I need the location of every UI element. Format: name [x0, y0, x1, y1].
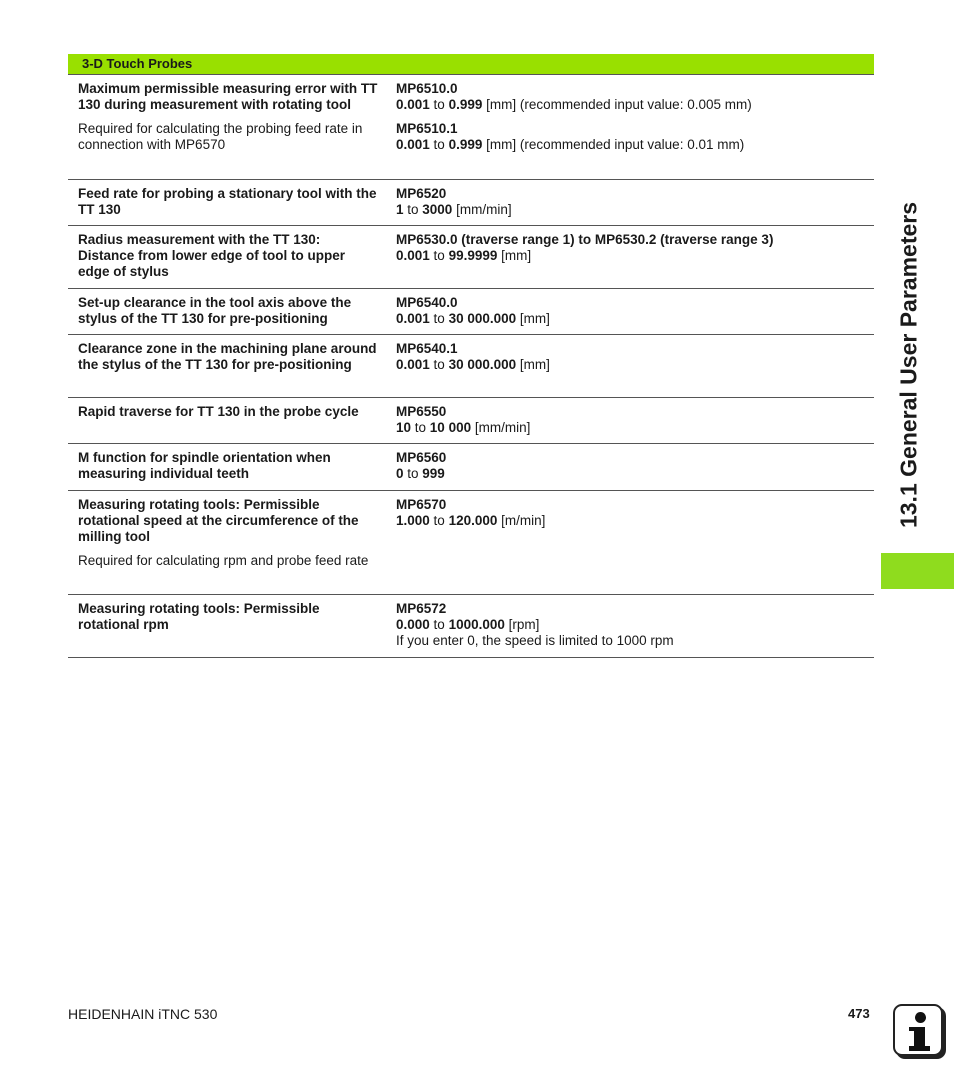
param-values: [396, 450, 866, 482]
mp-number: MP6510.1: [396, 121, 458, 136]
mp-number: MP6530.0 (traverse range 1) to MP6530.2 (traverse range 3): [396, 232, 774, 247]
mp-number: MP6570: [396, 497, 447, 512]
footer-manual-name: HEIDENHAIN iTNC 530: [68, 1006, 218, 1022]
value-range: 1.000 to 120.000 [m/min]: [396, 513, 546, 528]
param-row: [68, 335, 874, 398]
mp-number: MP6572: [396, 601, 447, 616]
value-range: 0.001 to 99.9999 [mm]: [396, 248, 532, 263]
param-row: [68, 595, 874, 658]
param-description: [78, 232, 378, 280]
param-description: [78, 601, 378, 633]
param-values: [396, 186, 866, 218]
page-number: 473: [848, 1006, 870, 1021]
param-values: [396, 601, 866, 649]
param-title: Maximum permissible measuring error with TT 130 during measurement with rotating tool: [78, 81, 378, 112]
info-icon: [893, 1004, 943, 1056]
param-row: [68, 75, 874, 180]
param-values: [396, 341, 866, 373]
param-values: [396, 497, 866, 529]
mp-number: MP6550: [396, 404, 447, 419]
param-description: [78, 341, 378, 373]
mp-number: MP6520: [396, 186, 447, 201]
mp-number: MP6510.0: [396, 81, 458, 96]
value-range: 0.001 to 30 000.000 [mm]: [396, 357, 550, 372]
param-values: [396, 295, 866, 327]
value-range: 1 to 3000 [mm/min]: [396, 202, 512, 217]
param-description: [78, 404, 378, 420]
param-description: [78, 450, 378, 482]
param-title: M function for spindle orientation when measuring individual teeth: [78, 450, 331, 481]
param-values: [396, 232, 866, 264]
param-values: [396, 81, 866, 153]
param-title: Clearance zone in the machining plane around the stylus of the TT 130 for pre-positioning: [78, 341, 377, 372]
mp-number: MP6560: [396, 450, 447, 465]
param-description: [78, 295, 378, 327]
chapter-tab-marker: [881, 553, 954, 589]
param-description: [78, 497, 378, 569]
value-range: 0.000 to 1000.000 [rpm]: [396, 617, 540, 632]
param-description: [78, 186, 378, 218]
param-row: [68, 444, 874, 491]
param-row: [68, 398, 874, 444]
param-row: [68, 180, 874, 226]
param-note: Required for calculating the probing feed rate in connection with MP6570: [78, 121, 363, 152]
value-range: 0.001 to 0.999 [mm] (recommended input value: 0.005 mm): [396, 97, 752, 112]
param-note: Required for calculating rpm and probe feed rate: [78, 553, 369, 568]
section-header: 3-D Touch Probes: [68, 54, 874, 75]
param-title: Rapid traverse for TT 130 in the probe cycle: [78, 404, 359, 419]
value-range: 0.001 to 30 000.000 [mm]: [396, 311, 550, 326]
mp-number: MP6540.1: [396, 341, 458, 356]
param-title: Feed rate for probing a stationary tool with the TT 130: [78, 186, 377, 217]
param-title: Measuring rotating tools: Permissible rotational speed at the circumference of the milling tool: [78, 497, 359, 544]
param-row: [68, 226, 874, 289]
param-values: [396, 404, 866, 436]
param-row: [68, 289, 874, 335]
value-note: If you enter 0, the speed is limited to 1000 rpm: [396, 633, 674, 648]
mp-number: MP6540.0: [396, 295, 458, 310]
param-title: Measuring rotating tools: Permissible rotational rpm: [78, 601, 320, 632]
param-row: [68, 491, 874, 595]
param-title: Radius measurement with the TT 130: Distance from lower edge of tool to upper edge of stylus: [78, 232, 346, 279]
param-title: Set-up clearance in the tool axis above the stylus of the TT 130 for pre-positioning: [78, 295, 352, 326]
param-description: [78, 81, 383, 153]
value-range: 0.001 to 0.999 [mm] (recommended input value: 0.01 mm): [396, 137, 745, 152]
value-range: 0 to 999: [396, 466, 445, 481]
value-range: 10 to 10 000 [mm/min]: [396, 420, 531, 435]
chapter-side-title: 13.1 General User Parameters: [895, 201, 922, 529]
